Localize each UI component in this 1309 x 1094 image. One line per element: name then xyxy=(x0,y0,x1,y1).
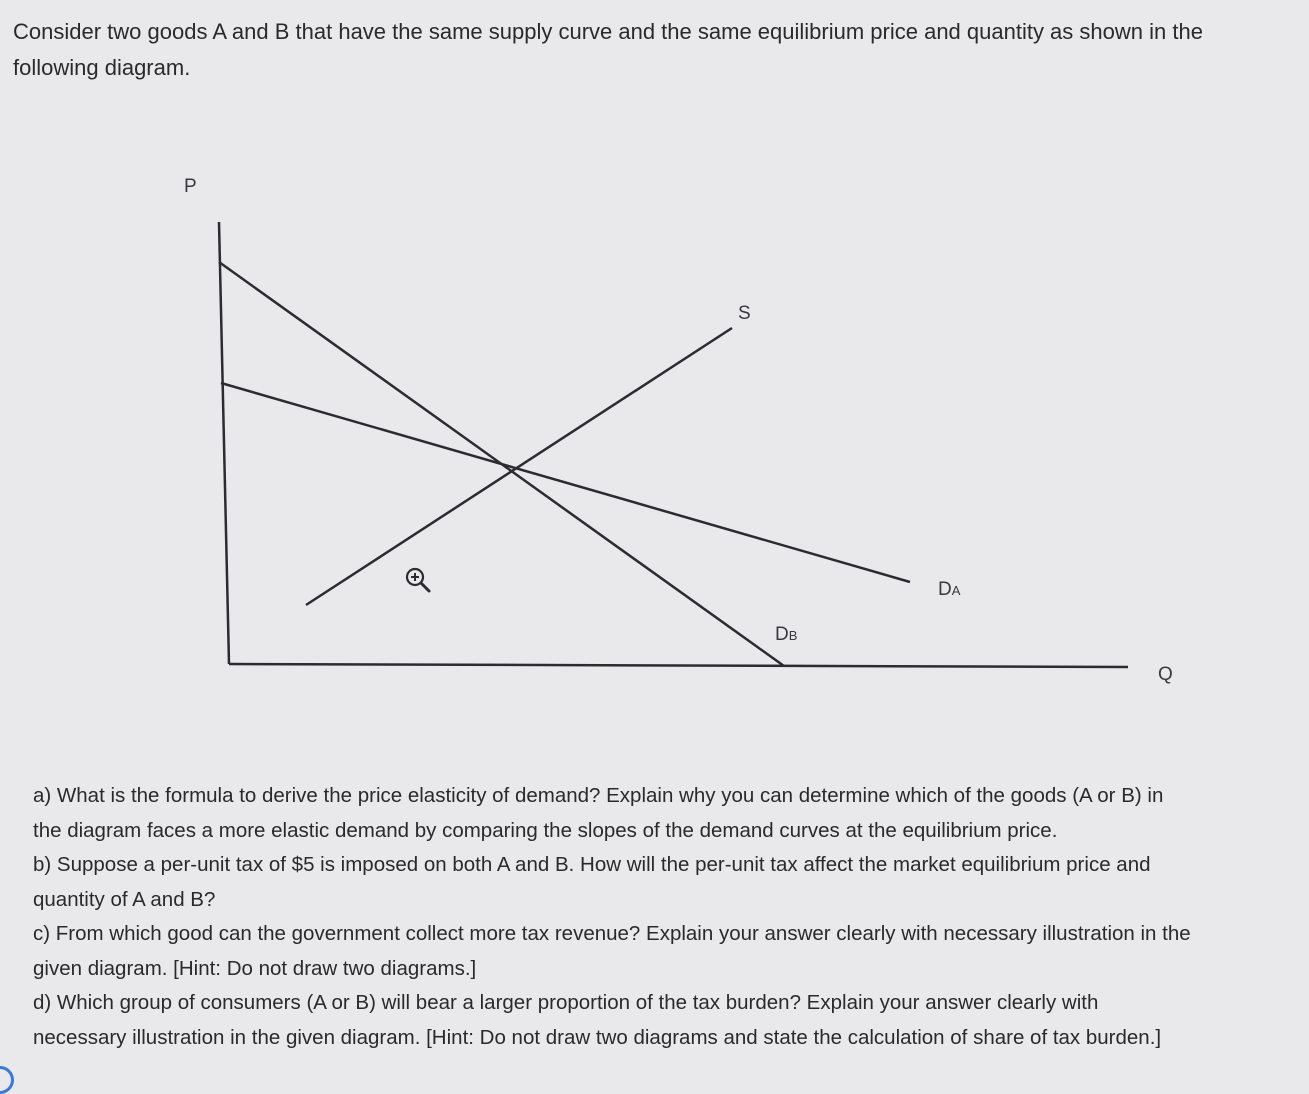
x-axis-label: Q xyxy=(1158,664,1173,685)
question-c-line-1: c) From which good can the government collect more tax revenue? Explain your answer clearly with necessary illustration in the xyxy=(33,922,1191,945)
question-b-line-2: quantity of A and B? xyxy=(33,887,216,911)
x-axis xyxy=(229,664,1128,667)
demand-b-label xyxy=(775,624,797,645)
demand-b-subscript: B xyxy=(788,628,798,643)
intro-line-1: Consider two goods A and B that have the same supply curve and the same equilibrium price and quantity as shown in the xyxy=(13,19,1203,44)
intro-line-2: following diagram. xyxy=(13,55,191,80)
y-axis xyxy=(219,222,229,664)
demand-a-label xyxy=(938,579,961,600)
y-axis-label: P xyxy=(184,176,197,197)
demand-a-letter: D xyxy=(938,579,952,600)
demand-a-subscript: A xyxy=(951,583,961,598)
demand-curve-a xyxy=(221,383,910,582)
supply-label: S xyxy=(738,303,751,324)
questions-block xyxy=(33,779,1303,1055)
question-d-line-2: necessary illustration in the given diagram. [Hint: Do not draw two diagrams and state the calculation of share of tax burden.] xyxy=(33,1025,1162,1049)
question-c-line-2: given diagram. [Hint: Do not draw two diagrams.] xyxy=(33,956,477,980)
demand-b-letter: D xyxy=(775,624,789,645)
question-a-line-2: the diagram faces a more elastic demand by comparing the slopes of the demand curves at the equilibrium price. xyxy=(33,818,1058,842)
corner-indicator xyxy=(0,1066,14,1094)
question-d-line-1: d) Which group of consumers (A or B) will bear a larger proportion of the tax burden? Explain your answer clearly with xyxy=(33,991,1099,1014)
question-b-line-1: b) Suppose a per-unit tax of $5 is imposed on both A and B. How will the per-unit tax affect the market equilibrium price and xyxy=(33,853,1151,876)
magnifier-plus-icon[interactable] xyxy=(403,565,433,595)
question-a-line-1: a) What is the formula to derive the price elasticity of demand? Explain why you can determine which of the goods (A or B) in xyxy=(33,784,1164,807)
